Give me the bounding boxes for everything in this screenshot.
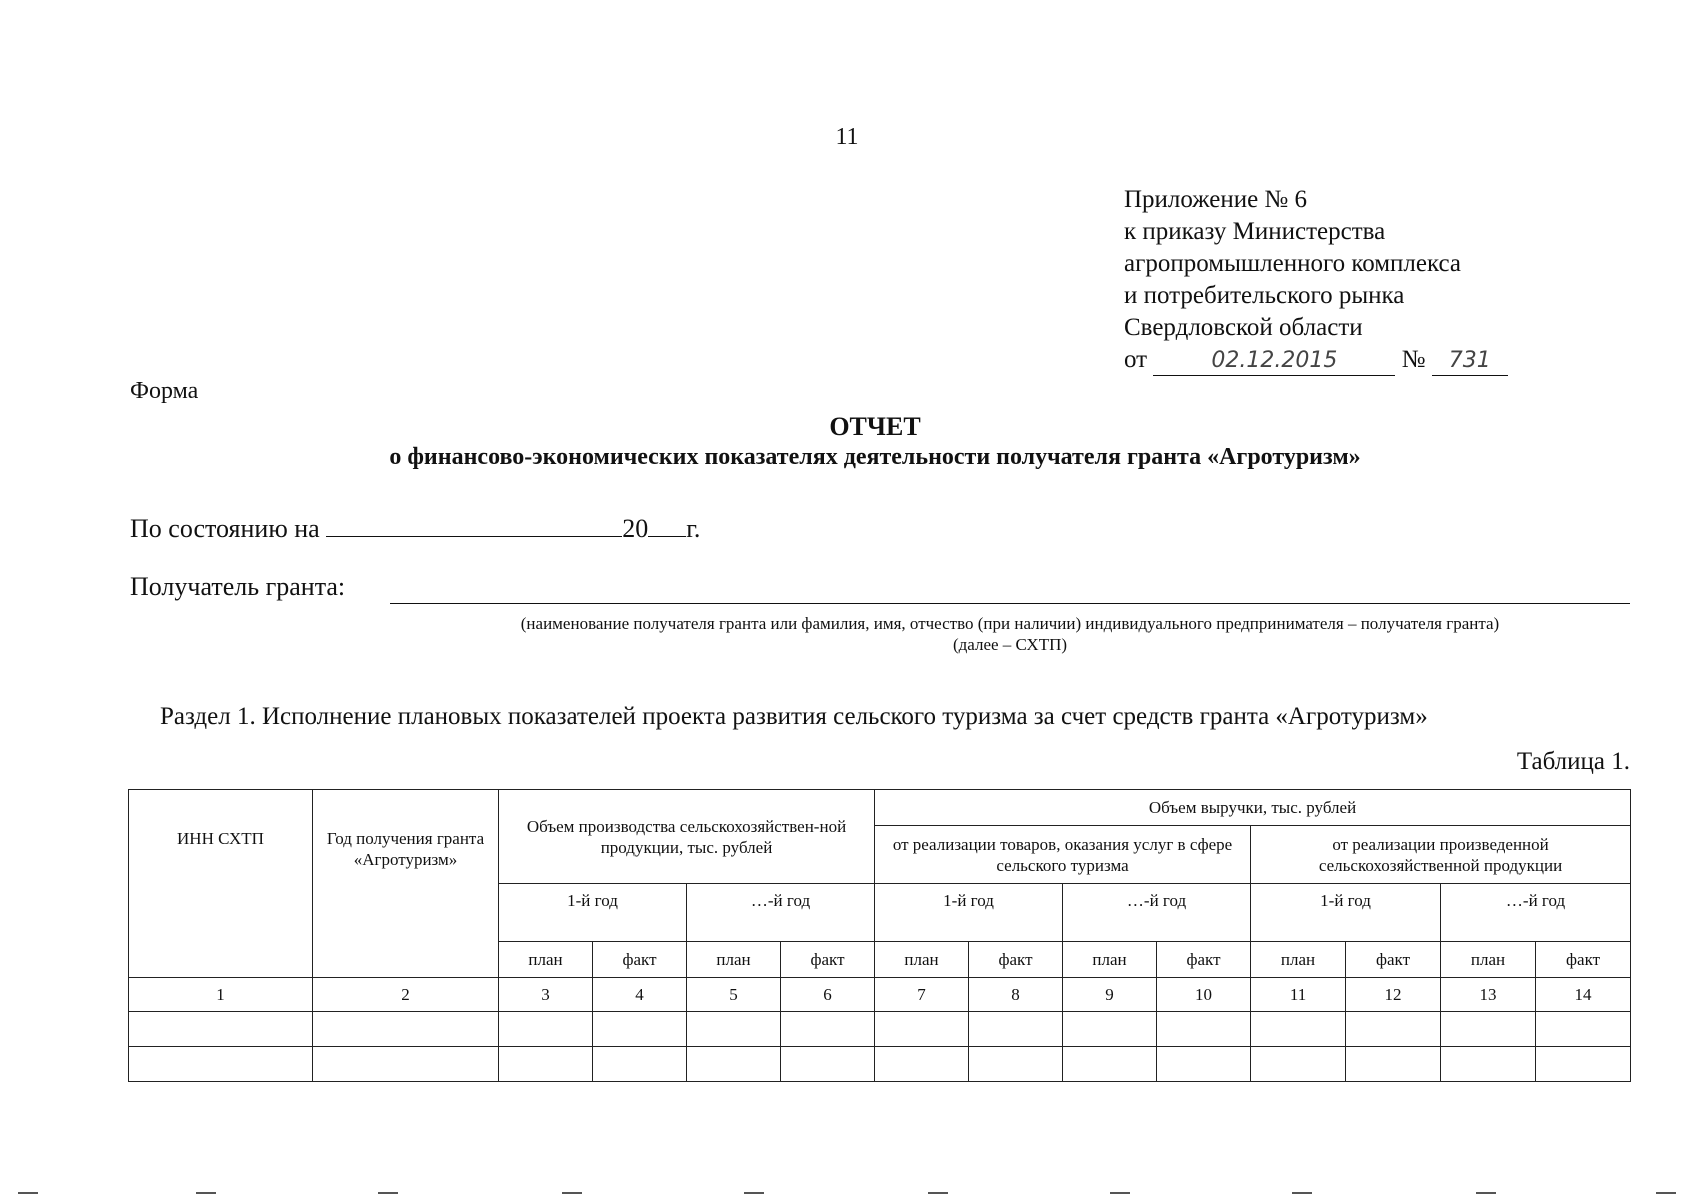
table-cell[interactable]: [313, 1047, 499, 1082]
header-plan: план: [499, 942, 593, 978]
table-cell[interactable]: [1346, 1047, 1441, 1082]
appendix-line: Приложение № 6: [1124, 186, 1308, 213]
column-number: 4: [593, 978, 687, 1012]
header-fact: факт: [781, 942, 875, 978]
table-cell[interactable]: [1536, 1012, 1631, 1047]
table-cell[interactable]: [1157, 1047, 1251, 1082]
table-cell[interactable]: [781, 1012, 875, 1047]
header-plan: план: [1063, 942, 1157, 978]
order-number-handwritten: 731: [1432, 349, 1508, 376]
column-number: 2: [313, 978, 499, 1012]
table-cell[interactable]: [499, 1047, 593, 1082]
table-cell[interactable]: [129, 1047, 313, 1082]
scan-edge-marks: [0, 1192, 1694, 1194]
recipient-note: [390, 613, 1630, 655]
appendix-line: агропромышленного комплекса: [1124, 250, 1462, 277]
column-number: 3: [499, 978, 593, 1012]
column-number: 6: [781, 978, 875, 1012]
document-title: ОТЧЕТ: [829, 412, 921, 441]
table-cell[interactable]: [593, 1012, 687, 1047]
table-row: [129, 1012, 1631, 1047]
table-cell[interactable]: [1441, 1047, 1536, 1082]
header-plan: план: [1441, 942, 1536, 978]
table-cell[interactable]: [969, 1047, 1063, 1082]
appendix-order-ref: [1124, 344, 1508, 376]
table-cell[interactable]: [1251, 1012, 1346, 1047]
recipient-note-line: (далее – СХТП): [952, 635, 1068, 654]
table-cell[interactable]: [1157, 1012, 1251, 1047]
column-number: 10: [1157, 978, 1251, 1012]
header-year-first: 1-й год: [1251, 884, 1441, 942]
order-date-handwritten: 02.12.2015: [1153, 349, 1395, 376]
table-cell[interactable]: [1063, 1047, 1157, 1082]
table-cell[interactable]: [313, 1012, 499, 1047]
as-of-year-suffix: г.: [686, 514, 701, 543]
header-year-first: 1-й год: [499, 884, 687, 942]
header-production-volume: Объем производства сельскохозяйствен-ной продукции, тыс. рублей: [499, 790, 875, 884]
header-revenue-volume: Объем выручки, тыс. рублей: [875, 790, 1631, 826]
column-number: 12: [1346, 978, 1441, 1012]
table-cell[interactable]: [687, 1012, 781, 1047]
table-cell[interactable]: [875, 1047, 969, 1082]
appendix-line: к приказу Министерства: [1124, 218, 1386, 245]
table-cell[interactable]: [1251, 1047, 1346, 1082]
header-fact: факт: [1157, 942, 1251, 978]
appendix-block: [1124, 184, 1508, 376]
header-fact: факт: [1536, 942, 1631, 978]
table-cell[interactable]: [875, 1012, 969, 1047]
page-number: 11: [835, 124, 859, 150]
header-year-nth: …-й год: [687, 884, 875, 942]
recipient-blank[interactable]: [390, 603, 1630, 604]
column-number: 14: [1536, 978, 1631, 1012]
appendix-number-label: №: [1401, 346, 1426, 373]
table-cell[interactable]: [1536, 1047, 1631, 1082]
as-of-label: По состоянию на: [130, 514, 320, 543]
header-revenue-agri: от реализации произведенной сельскохозяйственной продукции: [1251, 826, 1631, 884]
as-of-date-line: [130, 510, 700, 544]
report-table: [128, 789, 1631, 1082]
header-plan: план: [1251, 942, 1346, 978]
header-inn: ИНН СХТП: [129, 790, 313, 978]
header-year-nth: …-й год: [1441, 884, 1631, 942]
appendix-line: и потребительского рынка: [1124, 282, 1405, 309]
column-number: 5: [687, 978, 781, 1012]
header-year-nth: …-й год: [1063, 884, 1251, 942]
as-of-year-blank[interactable]: [648, 510, 686, 537]
header-fact: факт: [969, 942, 1063, 978]
header-fact: факт: [1346, 942, 1441, 978]
recipient-label: Получатель гранта:: [130, 572, 346, 601]
as-of-date-blank[interactable]: [326, 510, 622, 537]
table-cell[interactable]: [969, 1012, 1063, 1047]
table-cell[interactable]: [1441, 1012, 1536, 1047]
header-plan: план: [687, 942, 781, 978]
table-cell[interactable]: [687, 1047, 781, 1082]
table-cell[interactable]: [781, 1047, 875, 1082]
header-fact: факт: [593, 942, 687, 978]
form-label: Форма: [130, 378, 199, 404]
as-of-year-prefix: 20: [622, 514, 649, 543]
document-subtitle: о финансово-экономических показателях деятельности получателя гранта «Агротуризм»: [389, 444, 1361, 470]
appendix-from-label: от: [1124, 346, 1148, 373]
table-cell[interactable]: [593, 1047, 687, 1082]
column-number-row: [129, 978, 1631, 1012]
table-row: [129, 1047, 1631, 1082]
column-number: 1: [129, 978, 313, 1012]
appendix-line: Свердловской области: [1124, 314, 1363, 341]
table-cell[interactable]: [1063, 1012, 1157, 1047]
column-number: 11: [1251, 978, 1346, 1012]
column-number: 8: [969, 978, 1063, 1012]
recipient-note-line: (наименование получателя гранта или фамилия, имя, отчество (при наличии) индивидуального предпринимателя – получателя гранта): [520, 614, 1500, 633]
header-plan: план: [875, 942, 969, 978]
column-number: 7: [875, 978, 969, 1012]
table-cell[interactable]: [1346, 1012, 1441, 1047]
table-cell[interactable]: [499, 1012, 593, 1047]
header-revenue-tourism: от реализации товаров, оказания услуг в сфере сельского туризма: [875, 826, 1251, 884]
header-grant-year: Год получения гранта «Агротуризм»: [313, 790, 499, 978]
header-year-first: 1-й год: [875, 884, 1063, 942]
column-number: 9: [1063, 978, 1157, 1012]
column-number: 13: [1441, 978, 1536, 1012]
table-label: Таблица 1.: [1516, 748, 1630, 775]
section-title: Раздел 1. Исполнение плановых показателей проекта развития сельского туризма за счет средств гранта «Агротуризм»: [160, 703, 1428, 730]
table-cell[interactable]: [129, 1012, 313, 1047]
